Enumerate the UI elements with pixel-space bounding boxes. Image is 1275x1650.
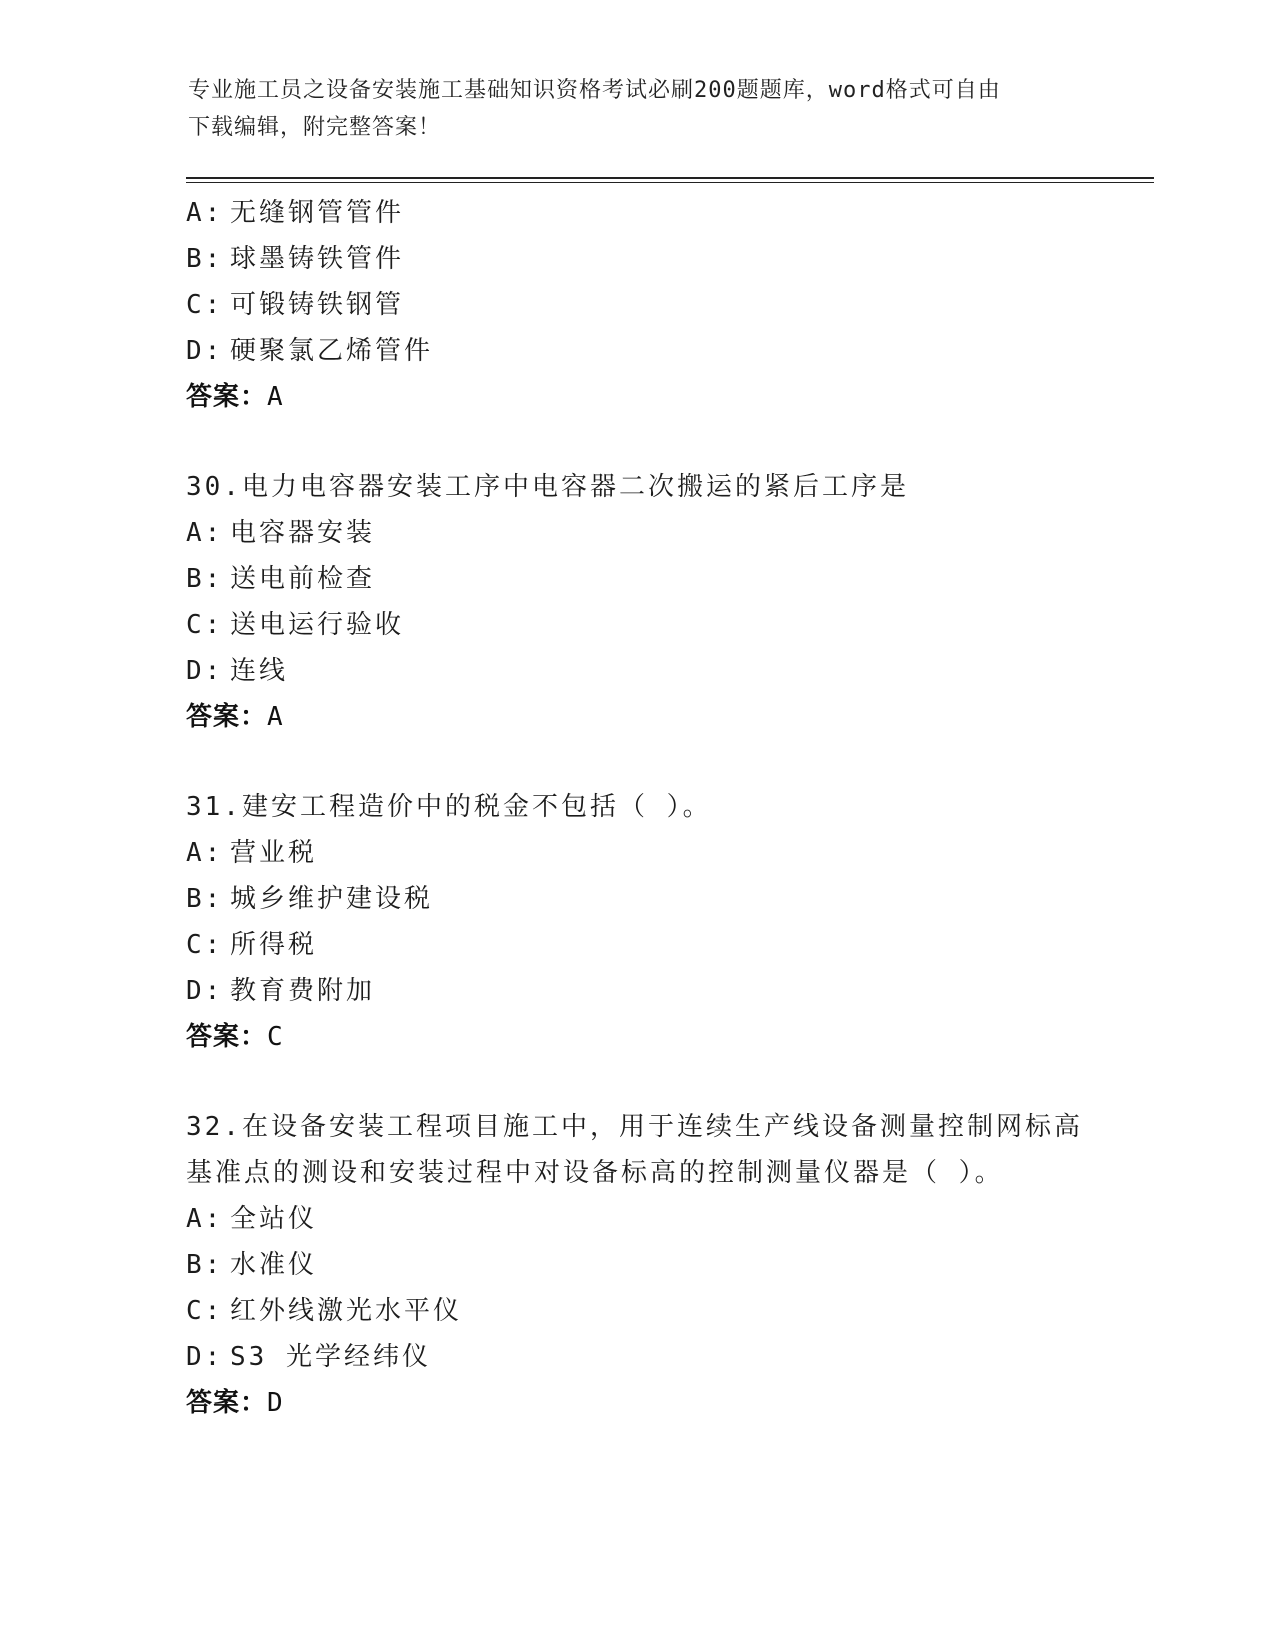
- option-d: [186, 1334, 1146, 1380]
- answer-line: [186, 1014, 1146, 1060]
- option-a: [186, 190, 1146, 236]
- option-prefix: A:: [186, 838, 224, 868]
- answer-value: C: [267, 1022, 284, 1052]
- header-divider-thick: [186, 177, 1154, 179]
- spacer: [186, 740, 1146, 784]
- option-text: 球墨铸铁管件: [230, 244, 405, 274]
- answer-label: 答案：: [186, 1388, 268, 1418]
- answer-label: 答案：: [186, 382, 268, 412]
- option-b: [186, 1242, 1146, 1288]
- option-text: S3 光学经纬仪: [230, 1342, 431, 1372]
- option-prefix: B:: [186, 884, 224, 914]
- document-header: [188, 72, 1088, 146]
- option-c: [186, 602, 1146, 648]
- option-text: 连线: [230, 656, 289, 686]
- question-32: [186, 1104, 1146, 1426]
- answer-line: [186, 1380, 1146, 1426]
- option-text: 可锻铸铁钢管: [230, 290, 405, 320]
- option-text: 水准仪: [230, 1250, 318, 1280]
- option-text: 无缝钢管管件: [230, 198, 405, 228]
- option-text: 送电运行验收: [230, 610, 405, 640]
- question-text-line-1: 32.在设备安装工程项目施工中，用于连续生产线设备测量控制网标高: [186, 1112, 1083, 1142]
- option-prefix: A:: [186, 198, 224, 228]
- option-b: [186, 876, 1146, 922]
- option-prefix: D:: [186, 336, 224, 366]
- option-d: [186, 968, 1146, 1014]
- option-prefix: D:: [186, 1342, 224, 1372]
- option-d: [186, 328, 1146, 374]
- option-b: [186, 556, 1146, 602]
- question-text: 31.建安工程造价中的税金不包括（ ）。: [186, 792, 712, 822]
- option-a: [186, 1196, 1146, 1242]
- header-line-1: 专业施工员之设备安装施工基础知识资格考试必刷200题题库，word格式可自由: [188, 78, 1001, 103]
- option-text: 营业税: [230, 838, 318, 868]
- question-text-line-2: 基准点的测设和安装过程中对设备标高的控制测量仪器是（ ）。: [186, 1158, 1004, 1188]
- option-text: 所得税: [230, 930, 318, 960]
- option-text: 红外线激光水平仪: [230, 1296, 463, 1326]
- option-text: 教育费附加: [230, 976, 376, 1006]
- option-a: [186, 830, 1146, 876]
- option-text: 全站仪: [230, 1204, 318, 1234]
- answer-value: A: [267, 702, 284, 732]
- question-30: [186, 464, 1146, 740]
- option-prefix: D:: [186, 656, 224, 686]
- answer-value: D: [267, 1388, 284, 1418]
- question-text: 30.电力电容器安装工序中电容器二次搬运的紧后工序是: [186, 472, 909, 502]
- answer-line: [186, 694, 1146, 740]
- question-31: [186, 784, 1146, 1060]
- answer-value: A: [267, 382, 284, 412]
- option-text: 硬聚氯乙烯管件: [230, 336, 434, 366]
- header-line-2: 下载编辑，附完整答案！: [188, 115, 442, 140]
- option-prefix: C:: [186, 610, 224, 640]
- option-c: [186, 922, 1146, 968]
- answer-line: [186, 374, 1146, 420]
- option-prefix: A:: [186, 518, 224, 548]
- option-c: [186, 282, 1146, 328]
- option-prefix: A:: [186, 1204, 224, 1234]
- option-text: 送电前检查: [230, 564, 376, 594]
- header-divider-thin: [186, 182, 1154, 183]
- option-prefix: B:: [186, 564, 224, 594]
- spacer: [186, 1060, 1146, 1104]
- option-b: [186, 236, 1146, 282]
- question-29: [186, 190, 1146, 420]
- option-d: [186, 648, 1146, 694]
- spacer: [186, 420, 1146, 464]
- option-a: [186, 510, 1146, 556]
- option-prefix: C:: [186, 1296, 224, 1326]
- option-c: [186, 1288, 1146, 1334]
- option-text: 城乡维护建设税: [230, 884, 434, 914]
- answer-label: 答案：: [186, 1022, 268, 1052]
- option-text: 电容器安装: [230, 518, 376, 548]
- answer-label: 答案：: [186, 702, 268, 732]
- option-prefix: C:: [186, 930, 224, 960]
- option-prefix: D:: [186, 976, 224, 1006]
- question-list: [186, 190, 1146, 1426]
- option-prefix: B:: [186, 244, 224, 274]
- option-prefix: C:: [186, 290, 224, 320]
- option-prefix: B:: [186, 1250, 224, 1280]
